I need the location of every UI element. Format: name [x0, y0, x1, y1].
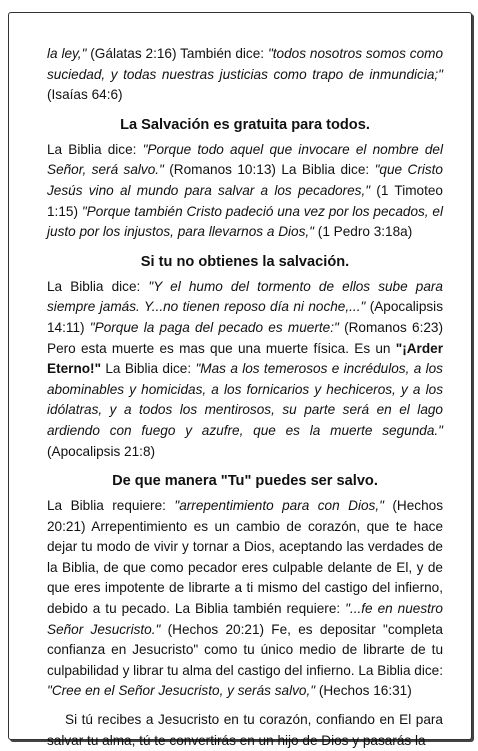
- heading-como-ser-salvo: De que manera "Tu" puedes ser salvo.: [112, 473, 378, 490]
- paragraph-salvacion: [47, 140, 443, 243]
- paragraph-arrepentimiento: [47, 496, 443, 702]
- quote: "arrepentimiento para con Dios,": [174, 498, 384, 514]
- text: (1 Timoteo 1:15): [47, 182, 443, 219]
- text: (1 Pedro 3:18a): [314, 224, 413, 240]
- text: La Biblia requiere:: [47, 498, 175, 514]
- heading-salvacion-gratuita: La Salvación es gratuita para todos.: [120, 116, 370, 133]
- text: La Biblia dice:: [47, 141, 143, 157]
- quote: "Y el humo del tormento de ellos sube para siempre jamás. Y...no tienen reposo día ni noche,...": [47, 278, 443, 315]
- bold-text: "¡Arder Eterno!": [47, 340, 443, 377]
- text: (Apocalipsis 21:8): [47, 443, 156, 459]
- quote: "...fe en nuestro Señor Jesucristo.": [47, 601, 443, 637]
- quote: la ley,": [47, 46, 87, 61]
- tract-content: [47, 44, 443, 751]
- quote: "que Cristo Jesús vino al mundo para salvar a los pecadores,": [47, 162, 443, 198]
- paragraph-tormento: [47, 277, 443, 462]
- quote: "todos nosotros somos como suciedad, y todas nuestras justicias como trapo de inmundicia;": [47, 46, 444, 82]
- quote: "Mas a los temerosos e incrédulos, a los abominables y homicidas, a los fornicarios y hechiceros, y a los idólatras, y a todos los mentirosos, su parte será en el lago ardiendo con fuego y azufre, que es la muerte segunda.": [47, 361, 443, 438]
- text: (Romanos 6:23) Pero esta muerte es mas que una muerte física. Es un: [47, 319, 444, 356]
- text: (Apocalipsis 14:11): [47, 299, 444, 335]
- page-frame: [8, 12, 472, 748]
- text: (Hechos 16:31): [315, 683, 412, 699]
- paragraph-ley: [47, 44, 443, 106]
- text: La Biblia dice:: [101, 361, 196, 377]
- text: La Biblia dice:: [47, 278, 149, 294]
- heading-no-salvacion: Si tu no obtienes la salvación.: [140, 253, 350, 270]
- text: (Gálatas 2:16) También dice:: [86, 46, 268, 61]
- text: (Isaías 64:6): [47, 87, 123, 103]
- quote: "Porque la paga del pecado es muerte:": [89, 319, 339, 335]
- text: (Romanos 10:13) La Biblia dice:: [163, 162, 375, 178]
- text: (Hechos 20:21) Fe, es depositar "completa confianza en Jesucristo" como tu único medio de librarte de tu culpabilidad y librar tu alma del castigo del infierno. La Biblia dice:: [47, 621, 443, 678]
- quote: "Cree en el Señor Jesucristo, y serás salvo,": [47, 683, 316, 699]
- quote: "Porque todo aquel que invocare el nombre del Señor, será salvo.": [47, 141, 443, 178]
- quote: "Porque también Cristo padeció una vez por los pecados, el justo por los injustos, para llevarnos a Dios,": [47, 203, 443, 240]
- text: (Hechos 20:21) Arrepentimiento es un cambio de corazón, que te hace dejar tu modo de vivir y tornar a Dios, aceptando las verdades de la Biblia, de que como pecador eres culpable delante de El, y de que eres impotente de librarte a ti mismo del castigo del infierno, debido a tu pecado. La Biblia también requiere:: [47, 498, 443, 617]
- paragraph-recibir-jesucristo: Si tú recibes a Jesucristo en tu corazón, confiando en El para salvar tu alma, tú te convertirás en un hijo de Dios y pasarás la: [47, 712, 443, 748]
